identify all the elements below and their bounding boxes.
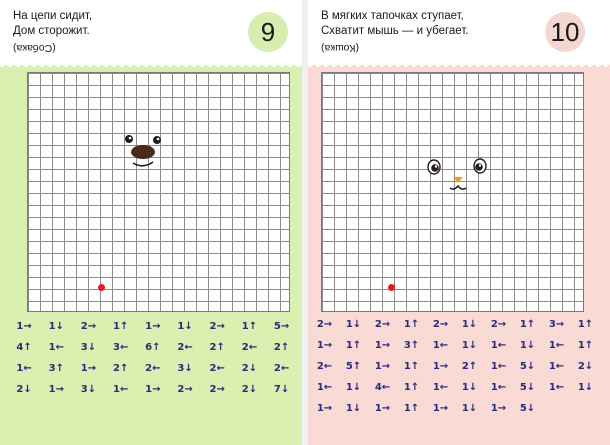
command-step: 1↓: [519, 340, 536, 351]
command-step: 4←: [374, 382, 391, 393]
command-step: 3↑: [48, 363, 64, 374]
command-step: 2←: [145, 363, 161, 374]
command-step: 3←: [112, 342, 129, 353]
command-step: 3↓: [80, 384, 97, 395]
command-step: 1←: [548, 340, 565, 351]
left-riddle: [13, 9, 92, 55]
command-step: 1↑: [577, 319, 594, 330]
command-step: 1→: [16, 321, 32, 332]
command-step: 1↑: [403, 382, 420, 393]
command-step: 3↓: [80, 342, 97, 353]
command-row: [310, 335, 600, 356]
command-step: 5↓: [519, 361, 536, 372]
command-step: 3↓: [177, 363, 193, 374]
command-step: 1↑: [403, 361, 420, 372]
command-step: 1↑: [345, 340, 362, 351]
command-step: 2←: [177, 342, 193, 353]
command-step: 1↓: [345, 403, 362, 414]
command-step: 1↑: [403, 403, 420, 414]
command-step: 1↓: [461, 340, 478, 351]
command-step: 1↓: [48, 321, 64, 332]
command-row: [310, 377, 600, 398]
command-row: [8, 316, 298, 337]
command-step: 1←: [48, 342, 64, 353]
command-step: 1↑: [519, 319, 536, 330]
command-step: 1→: [145, 384, 161, 395]
drawing-grid: [321, 72, 584, 312]
riddle-answer: (Собака): [13, 42, 56, 54]
page-number: 9: [248, 12, 288, 52]
command-step: 1↑: [112, 321, 129, 332]
cat-face: [426, 157, 488, 199]
command-step: 1←: [16, 363, 32, 374]
command-step: 3→: [548, 319, 565, 330]
command-step: 1↓: [345, 382, 362, 393]
command-step: 6↑: [145, 342, 161, 353]
riddle-line: В мягких тапочках ступает,: [321, 10, 464, 22]
start-point: [388, 284, 395, 291]
command-row: [8, 337, 298, 358]
command-step: 1→: [432, 403, 449, 414]
command-table: [310, 314, 600, 419]
command-step: 1→: [374, 361, 391, 372]
command-step: 1←: [548, 361, 565, 372]
command-step: 1→: [80, 363, 97, 374]
command-step: 1←: [548, 382, 565, 393]
left-page: [0, 0, 302, 445]
command-step: 2→: [209, 321, 225, 332]
command-step: 5↓: [519, 403, 536, 414]
command-step: 2←: [316, 361, 333, 372]
command-step: 1→: [490, 403, 507, 414]
command-step: 1←: [316, 382, 333, 393]
command-step: 1↓: [461, 403, 478, 414]
command-step: 2↓: [241, 384, 258, 395]
command-step: 2↑: [209, 342, 225, 353]
command-step: 1→: [432, 361, 449, 372]
right-header: [308, 0, 610, 62]
command-step: 4↑: [16, 342, 32, 353]
command-step: 2↑: [112, 363, 129, 374]
command-step: 1→: [145, 321, 161, 332]
command-step: 1↓: [177, 321, 193, 332]
command-step: 1←: [490, 340, 507, 351]
command-step: 1↓: [461, 382, 478, 393]
left-header: [0, 0, 302, 62]
command-step: 2→: [374, 319, 391, 330]
command-step: 1↓: [577, 382, 594, 393]
command-step: 5→: [273, 321, 290, 332]
riddle-line: Схватит мышь — и убегает.: [321, 25, 469, 37]
command-row: [8, 379, 298, 400]
command-step: 5↓: [519, 382, 536, 393]
right-riddle: [321, 9, 469, 55]
command-step: 2→: [316, 319, 333, 330]
riddle-line: На цепи сидит,: [13, 10, 93, 22]
command-step: 1→: [374, 340, 391, 351]
command-step: 1↓: [461, 319, 478, 330]
command-row: [8, 358, 298, 379]
command-step: 2↓: [16, 384, 32, 395]
command-step: 2→: [432, 319, 449, 330]
command-row: [310, 398, 600, 419]
command-row: [310, 314, 600, 335]
command-row: [310, 356, 600, 377]
command-step: 1→: [316, 340, 333, 351]
command-table: [8, 316, 298, 400]
command-step: 2→: [209, 384, 225, 395]
riddle-line: Дом сторожит.: [13, 25, 90, 37]
command-step: 2→: [177, 384, 193, 395]
command-step: 2←: [273, 363, 290, 374]
drawing-grid: [27, 72, 290, 312]
start-point: [98, 284, 105, 291]
command-step: 5↑: [345, 361, 362, 372]
command-step: 2←: [209, 363, 225, 374]
command-step: 2↑: [273, 342, 290, 353]
right-page: [308, 0, 610, 445]
command-step: 2↑: [461, 361, 478, 372]
command-step: 1←: [490, 382, 507, 393]
command-step: 2→: [80, 321, 97, 332]
command-step: 1↑: [241, 321, 258, 332]
command-step: 1↑: [577, 340, 594, 351]
command-step: 1→: [316, 403, 333, 414]
dog-face: [123, 130, 169, 176]
command-step: 1→: [48, 384, 64, 395]
command-step: 1←: [490, 361, 507, 372]
page-number: 10: [545, 12, 585, 52]
command-step: 2→: [490, 319, 507, 330]
command-step: 1↓: [345, 319, 362, 330]
command-step: 1←: [432, 382, 449, 393]
command-step: 2↓: [577, 361, 594, 372]
command-step: 1→: [374, 403, 391, 414]
command-step: 3↑: [403, 340, 420, 351]
command-step: 2↓: [241, 363, 258, 374]
command-step: 1←: [432, 340, 449, 351]
riddle-answer: (Кошка): [321, 42, 360, 54]
command-step: 7↓: [273, 384, 290, 395]
command-step: 1↑: [403, 319, 420, 330]
command-step: 2←: [241, 342, 258, 353]
command-step: 1←: [112, 384, 129, 395]
